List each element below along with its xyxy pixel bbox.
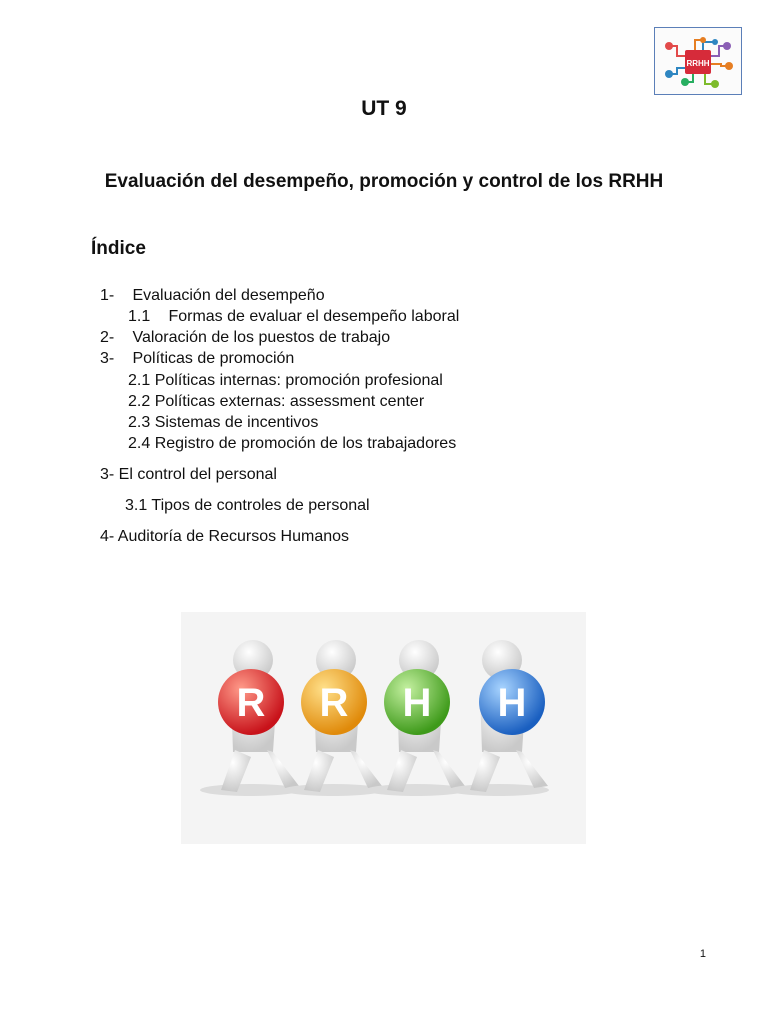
toc-item-text: 2.4 Registro de promoción de los trabajadores [128, 435, 457, 452]
ball-letter: H [402, 681, 432, 725]
ball-letter: R [236, 681, 266, 725]
toc-item-text: 2.3 Sistemas de incentivos [128, 414, 319, 431]
toc-item-number: 1- [100, 287, 115, 304]
rrhh-logo [654, 27, 742, 95]
toc-item [128, 372, 443, 390]
logo-text: RRHH [686, 59, 710, 68]
ball-letter: H [497, 681, 527, 725]
toc-item-text: Evaluación del desempeño [132, 287, 325, 304]
toc-item [100, 350, 294, 368]
toc-item-text: 2.2 Políticas externas: assessment center [128, 393, 425, 410]
toc-item [128, 393, 424, 411]
toc-item-text: Valoración de los puestos de trabajo [132, 329, 391, 346]
toc-item [100, 287, 325, 305]
toc-item [100, 466, 277, 484]
toc-item-text: Políticas de promoción [132, 350, 295, 367]
toc-item-number: 1.1 [128, 308, 151, 325]
page-title: UT 9 [361, 97, 407, 120]
toc-item [100, 528, 349, 546]
page-number: 1 [699, 948, 706, 960]
toc-item [128, 308, 459, 326]
toc-item-number: 2- [100, 329, 115, 346]
index-heading: Índice [91, 238, 146, 259]
toc-item-text: 2.1 Políticas internas: promoción profesional [128, 372, 443, 389]
toc-item [125, 497, 370, 515]
toc-item-text: Formas de evaluar el desempeño laboral [168, 308, 460, 325]
toc-item [128, 435, 456, 453]
toc-item [100, 329, 390, 347]
toc-item-number: 3- [100, 350, 115, 367]
toc-item-text: 4- Auditoría de Recursos Humanos [100, 528, 350, 545]
toc-item-text: 3.1 Tipos de controles de personal [125, 497, 370, 514]
toc-item [128, 414, 318, 432]
toc-item-text: 3- El control del personal [100, 466, 277, 483]
ball-letter: R [319, 681, 349, 725]
rrhh-figures-illustration [181, 612, 586, 844]
document-subtitle: Evaluación del desempeño, promoción y control de los RRHH [104, 171, 664, 192]
